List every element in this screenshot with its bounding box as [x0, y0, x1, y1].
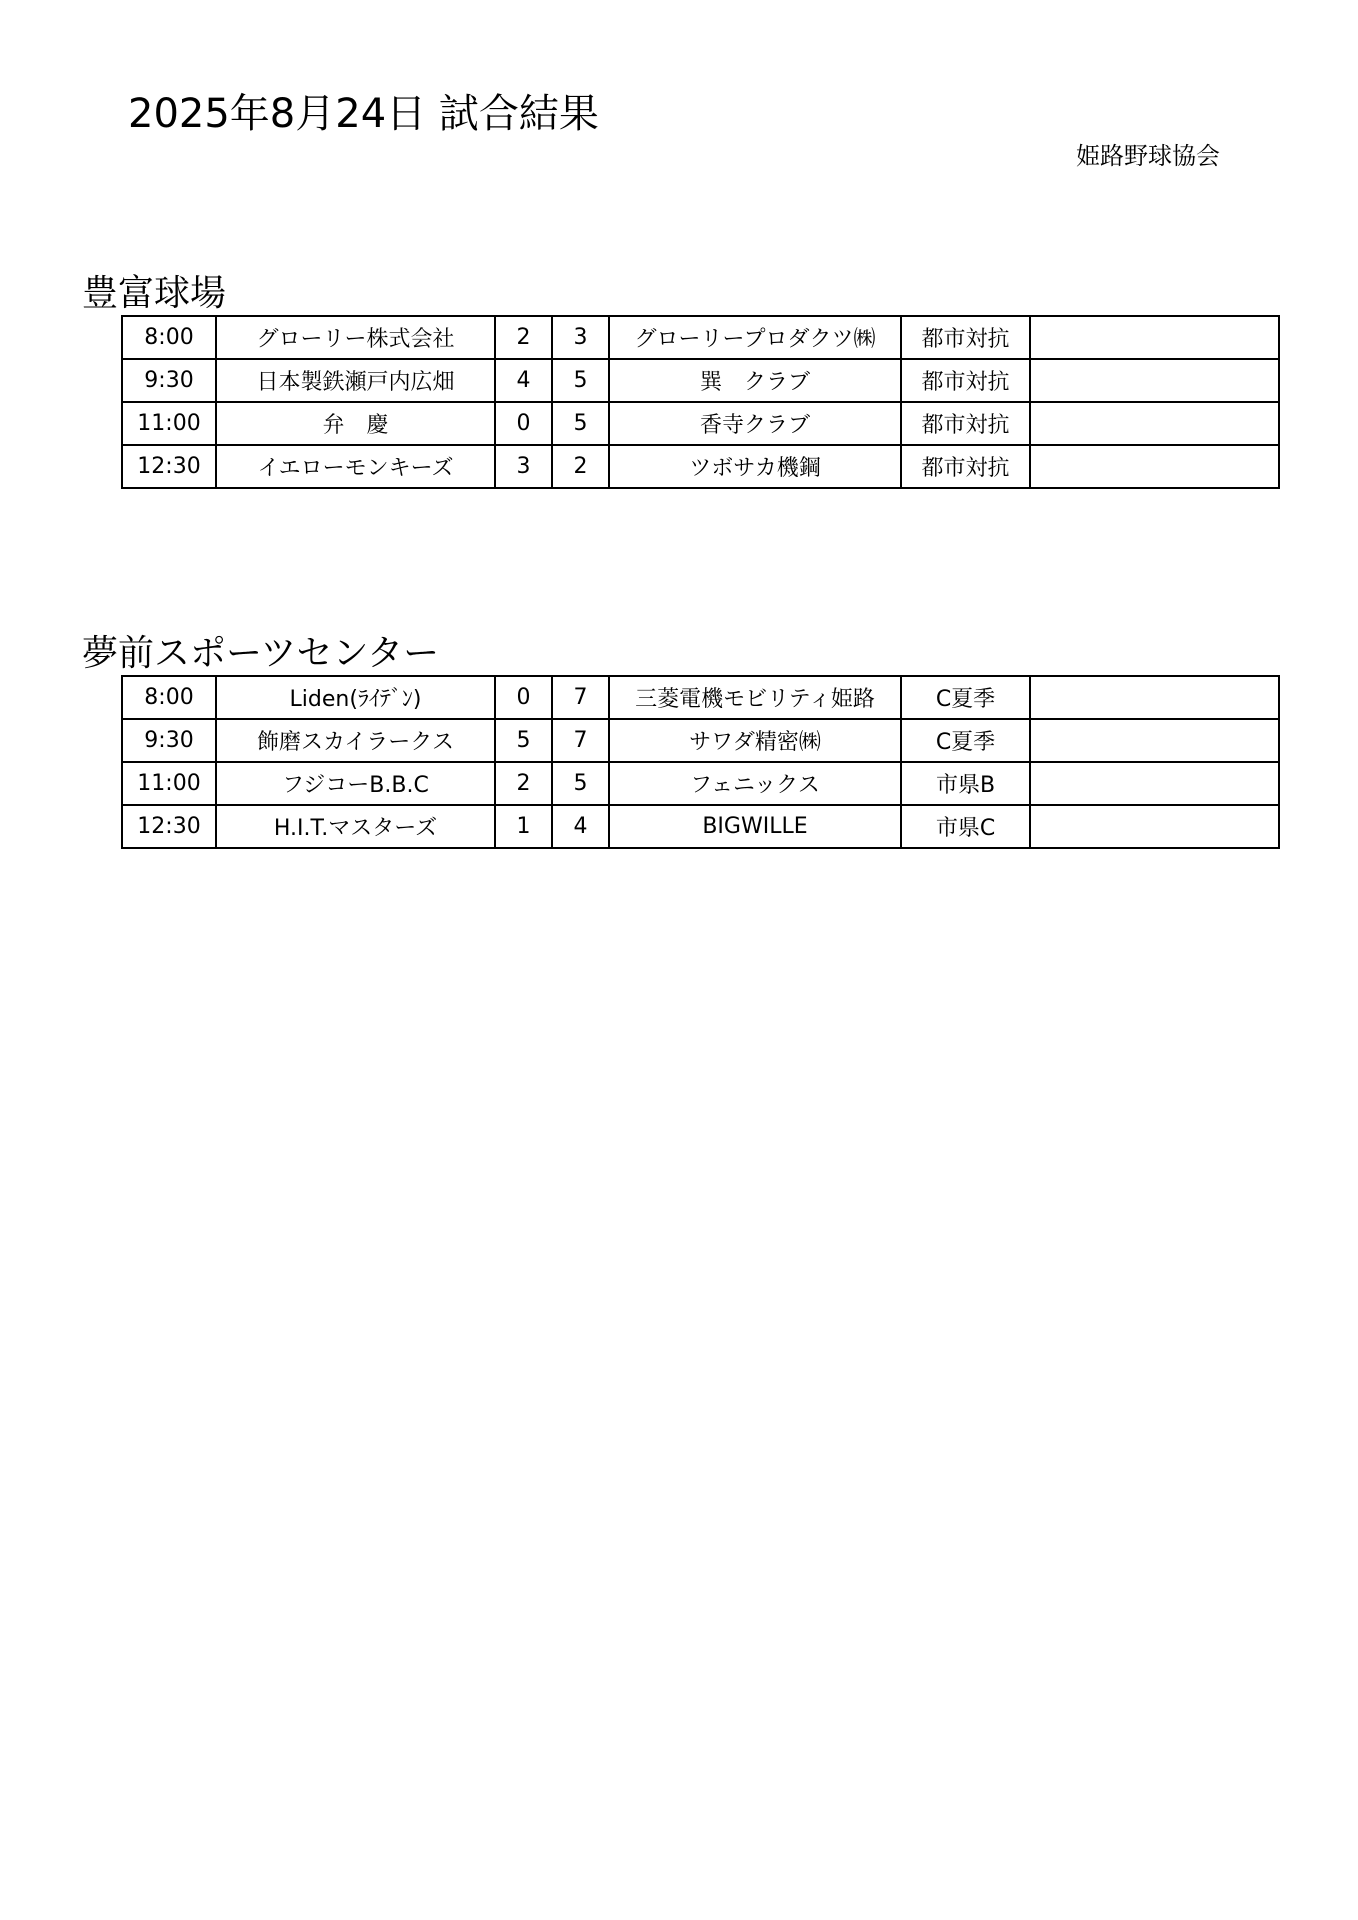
team1-name: 飾磨スカイラークス [216, 719, 495, 762]
division-label: C夏季 [901, 676, 1030, 719]
note-cell [1030, 359, 1279, 402]
team2-name: 三菱電機モビリティ姫路 [609, 676, 901, 719]
venue-title-yumesaki: 夢前スポーツセンター [82, 633, 440, 674]
team2-name: フェニックス [609, 762, 901, 805]
game-time: 8:00 [122, 676, 216, 719]
table-row [122, 762, 1279, 805]
team2-score: 4 [552, 805, 609, 848]
results-table-yumesaki [121, 675, 1280, 849]
note-cell [1030, 316, 1279, 359]
team1-score: 4 [495, 359, 552, 402]
team1-name: H.I.T.マスターズ [216, 805, 495, 848]
table-row [122, 719, 1279, 762]
table-row [122, 676, 1279, 719]
team2-score: 7 [552, 676, 609, 719]
division-label: 都市対抗 [901, 316, 1030, 359]
team2-name: サワダ精密㈱ [609, 719, 901, 762]
game-time: 11:00 [122, 762, 216, 805]
game-time: 9:30 [122, 359, 216, 402]
note-cell [1030, 676, 1279, 719]
team1-name: 弁 慶 [216, 402, 495, 445]
team2-score: 3 [552, 316, 609, 359]
venue-title-toyotomi: 豊富球場 [82, 273, 227, 314]
team1-name: Liden(ﾗｲﾃﾞﾝ) [216, 676, 495, 719]
note-cell [1030, 402, 1279, 445]
team1-score: 3 [495, 445, 552, 488]
game-time: 12:30 [122, 805, 216, 848]
team2-score: 5 [552, 359, 609, 402]
table-row [122, 805, 1279, 848]
game-time: 11:00 [122, 402, 216, 445]
note-cell [1030, 719, 1279, 762]
division-label: 市県C [901, 805, 1030, 848]
table-row [122, 316, 1279, 359]
division-label: 都市対抗 [901, 402, 1030, 445]
game-time: 9:30 [122, 719, 216, 762]
team1-name: フジコーB.B.C [216, 762, 495, 805]
team2-name: BIGWILLE [609, 805, 901, 848]
team1-score: 2 [495, 316, 552, 359]
page-title: 2025年8月24日 試合結果 [128, 91, 599, 137]
team2-name: ツボサカ機鋼 [609, 445, 901, 488]
game-time: 8:00 [122, 316, 216, 359]
team2-score: 5 [552, 762, 609, 805]
division-label: 市県B [901, 762, 1030, 805]
game-time: 12:30 [122, 445, 216, 488]
team1-score: 5 [495, 719, 552, 762]
results-table-toyotomi [121, 315, 1280, 489]
team1-score: 0 [495, 402, 552, 445]
table-row [122, 445, 1279, 488]
team2-score: 5 [552, 402, 609, 445]
note-cell [1030, 445, 1279, 488]
note-cell [1030, 805, 1279, 848]
team2-score: 2 [552, 445, 609, 488]
team1-score: 0 [495, 676, 552, 719]
division-label: 都市対抗 [901, 445, 1030, 488]
team2-name: 香寺クラブ [609, 402, 901, 445]
team1-name: 日本製鉄瀬戸内広畑 [216, 359, 495, 402]
team2-name: グローリープロダクツ㈱ [609, 316, 901, 359]
division-label: 都市対抗 [901, 359, 1030, 402]
team1-name: グローリー株式会社 [216, 316, 495, 359]
organization-name: 姫路野球協会 [1076, 142, 1220, 170]
division-label: C夏季 [901, 719, 1030, 762]
table-row [122, 402, 1279, 445]
team2-name: 巽 クラブ [609, 359, 901, 402]
team1-name: イエローモンキーズ [216, 445, 495, 488]
team1-score: 2 [495, 762, 552, 805]
team2-score: 7 [552, 719, 609, 762]
team1-score: 1 [495, 805, 552, 848]
note-cell [1030, 762, 1279, 805]
table-row [122, 359, 1279, 402]
